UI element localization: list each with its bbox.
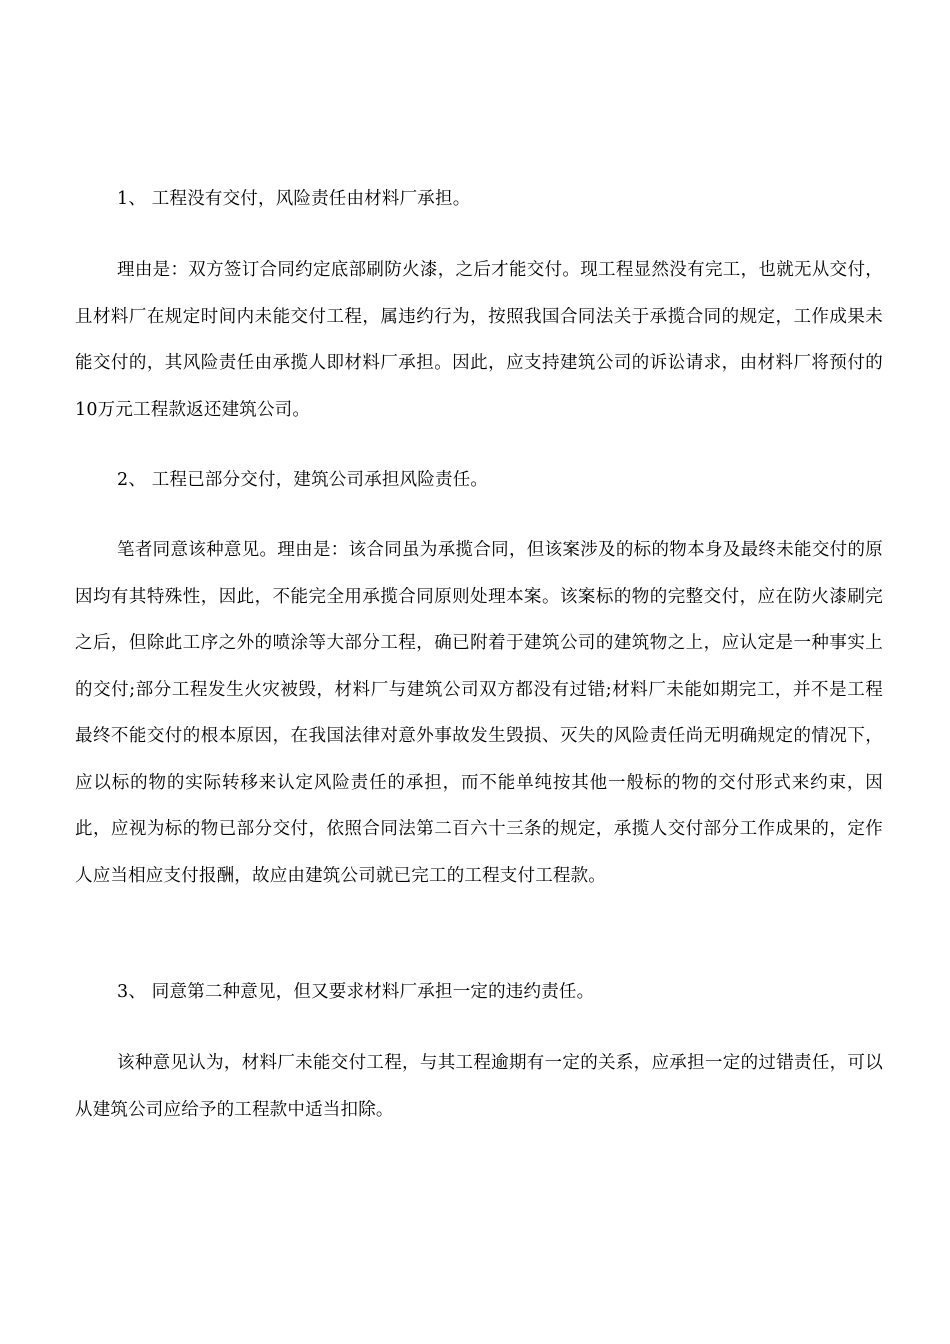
opinion-1-heading: 1、 工程没有交付，风险责任由材料厂承担。 bbox=[117, 189, 471, 209]
opinion-3-heading: 3、 同意第二种意见，但又要求材料厂承担一定的违约责任。 bbox=[117, 982, 595, 1002]
opinion-1-reason-paragraph: 理由是：双方签订合同约定底部刷防火漆，之后才能交付。现工程显然没有完工，也就无从交付，且材料厂在规定时间内未能交付工程，属违约行为，按照我国合同法关于承揽合同的规定，工作成果未能交付的，其风险责任由承揽人即材料厂承担。因此，应支持建筑公司的诉讼请求，由材料厂将预付的10万元工程款返还建筑公司。 bbox=[75, 260, 883, 420]
opinion-2-reason-paragraph: 笔者同意该种意见。理由是：该合同虽为承揽合同，但该案涉及的标的物本身及最终未能交付的原因均有其特殊性，因此，不能完全用承揽合同原则处理本案。该案标的物的完整交付，应在防火漆刷完之后，但除此工序之外的喷涂等大部分工程，确已附着于建筑公司的建筑物之上，应认定是一种事实上的交付;部分工程发生火灾被毁，材料厂与建筑公司双方都没有过错;材料厂未能如期完工，并不是工程最终不能交付的根本原因，在我国法律对意外事故发生毁损、灭失的风险责任尚无明确规定的情况下，应以标的物的实际转移来认定风险责任的承担，而不能单纯按其他一般标的物的交付形式来约束，因此，应视为标的物已部分交付，依照合同法第二百六十三条的规定，承揽人交付部分工作成果的，定作人应当相应支付报酬，故应由建筑公司就已完工的工程支付工程款。 bbox=[75, 540, 883, 886]
opinion-3-reason-paragraph: 该种意见认为，材料厂未能交付工程，与其工程逾期有一定的关系，应承担一定的过错责任，可以从建筑公司应给予的工程款中适当扣除。 bbox=[75, 1053, 883, 1120]
opinion-2-heading: 2、 工程已部分交付，建筑公司承担风险责任。 bbox=[117, 470, 489, 490]
